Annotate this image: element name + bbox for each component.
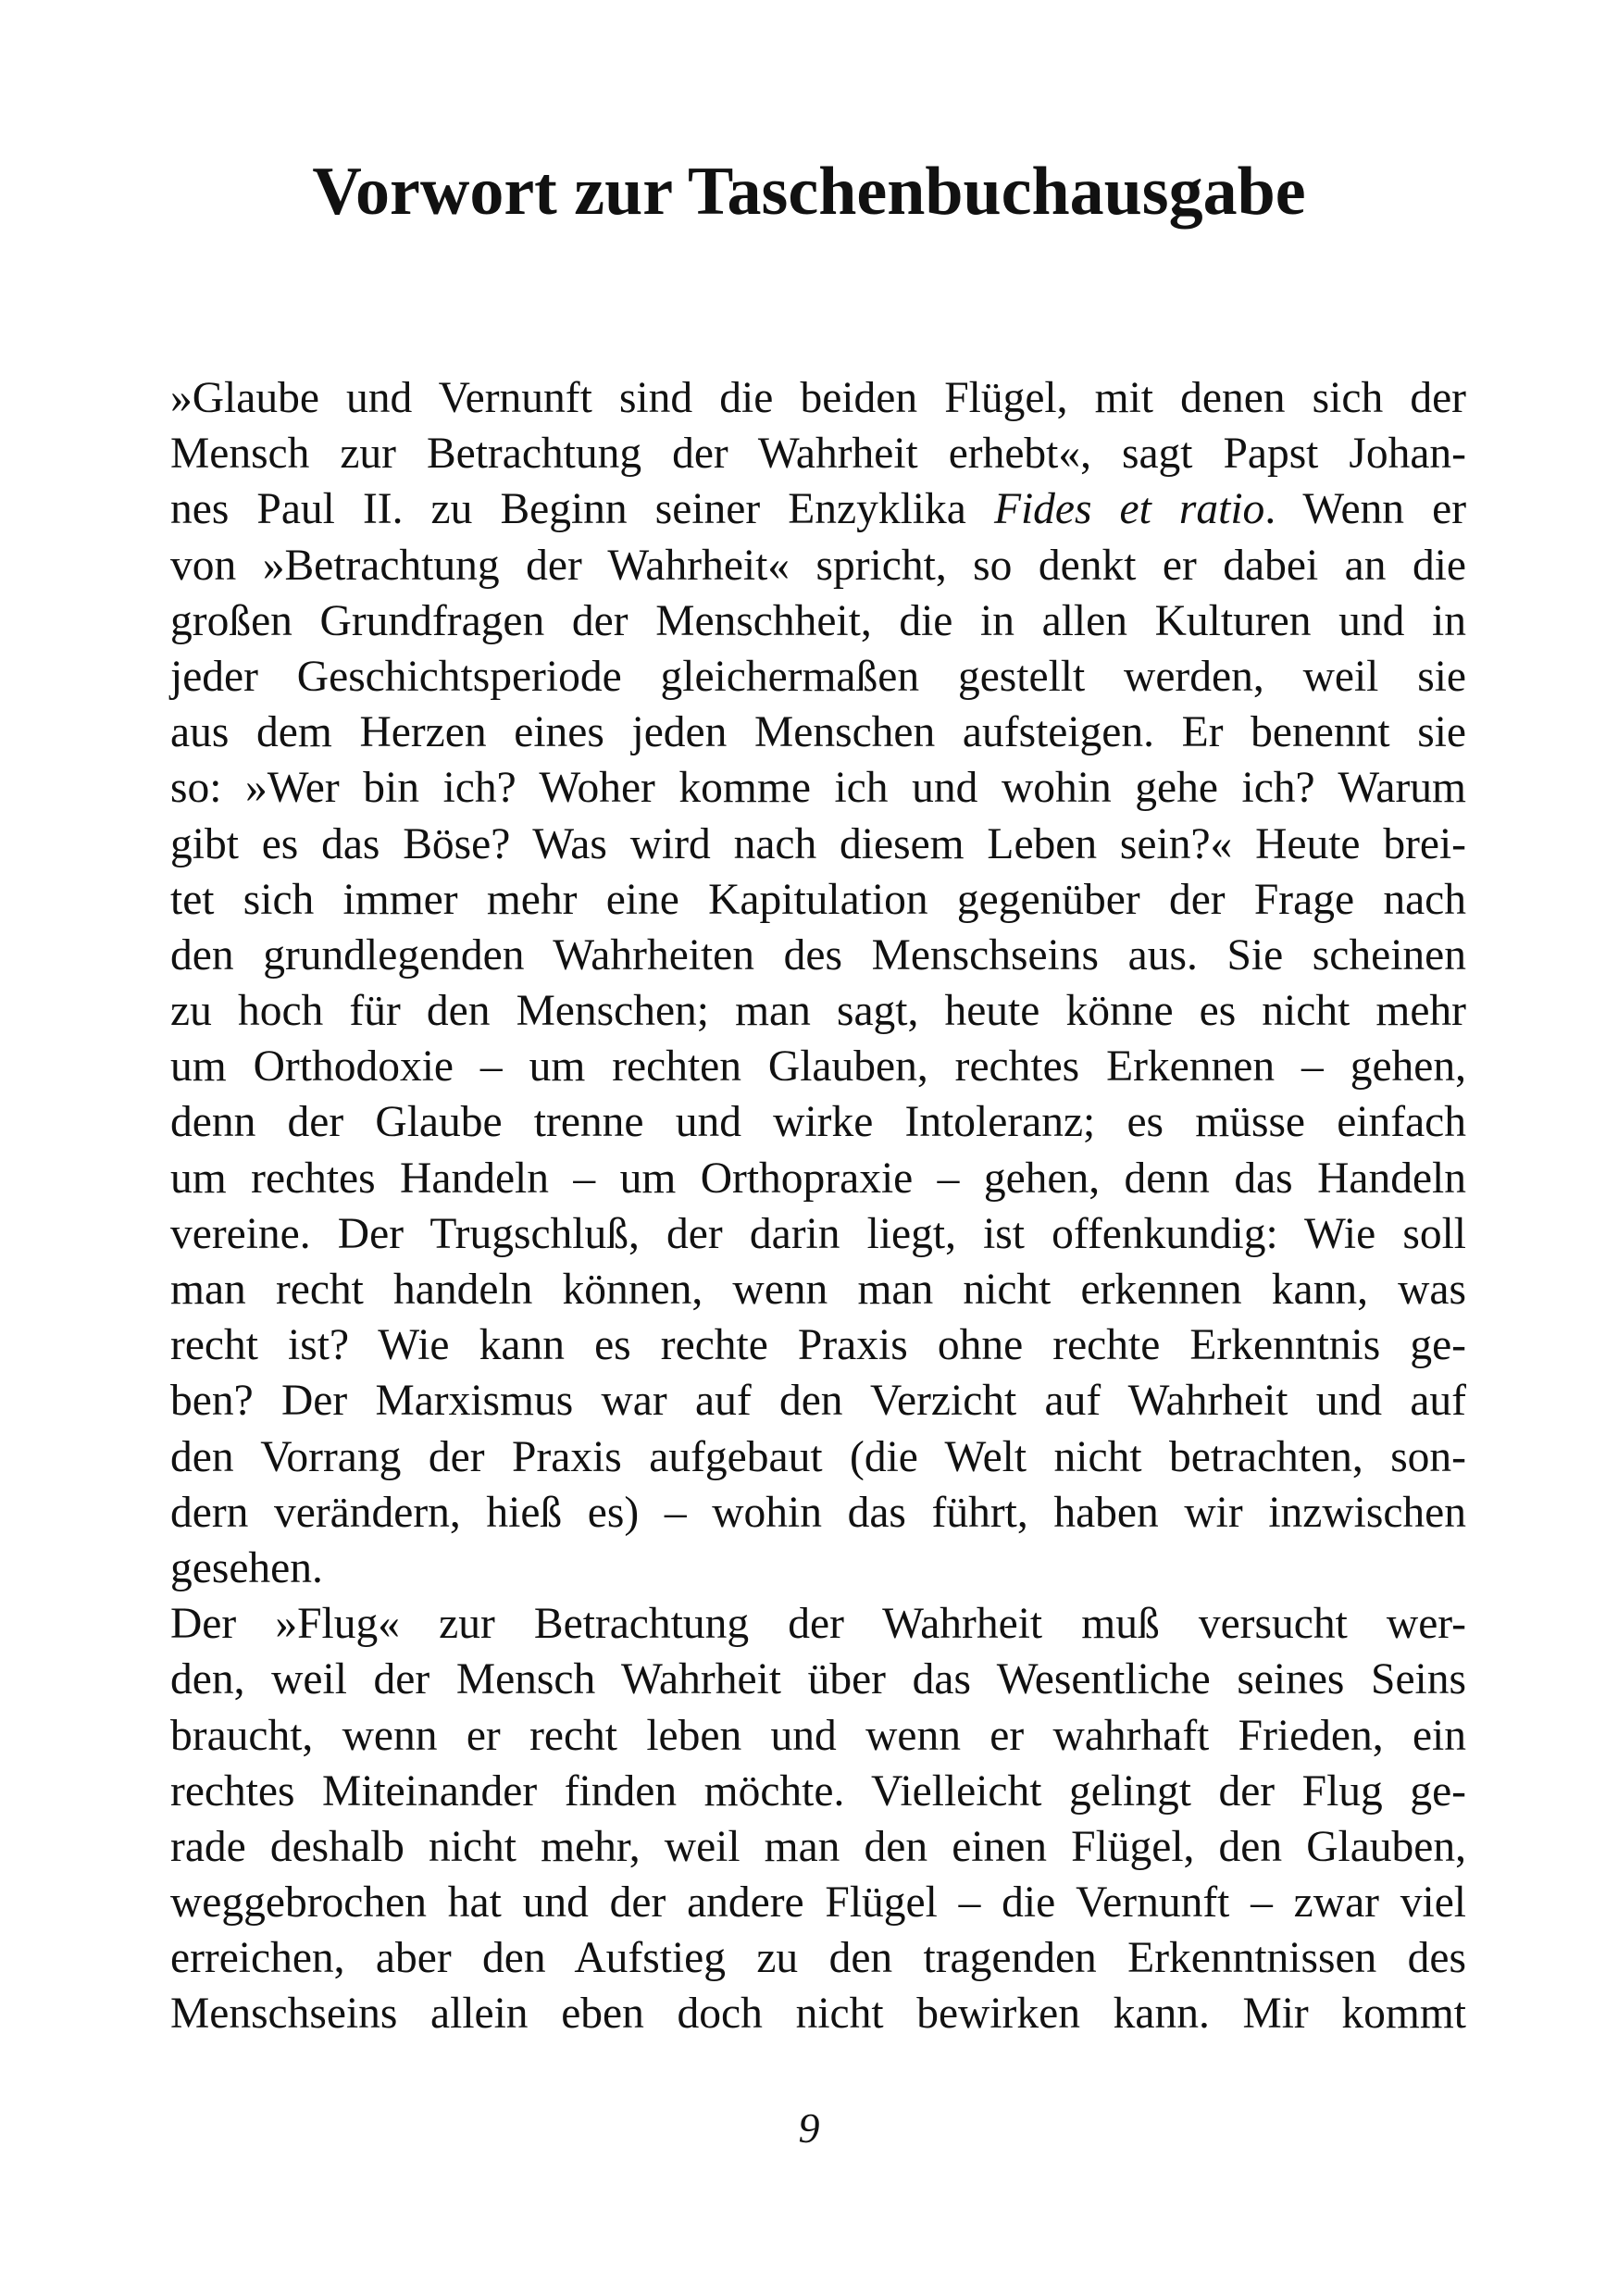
text-line: Mensch zur Betrachtung der Wahrheit erhebt«, sagt Papst Johan- <box>170 430 1466 479</box>
text-line: ben? Der Marxismus war auf den Verzicht auf Wahrheit und auf <box>170 1377 1466 1426</box>
text-line: den Vorrang der Praxis aufgebaut (die Welt nicht betrachten, son- <box>170 1432 1466 1481</box>
text-line: Der »Flug« zur Betrachtung der Wahrheit muß versucht wer- <box>170 1600 1466 1649</box>
text-line: gesehen. <box>170 1543 323 1592</box>
text-line: aus dem Herzen eines jeden Menschen aufsteigen. Er benennt sie <box>170 708 1466 757</box>
body-text <box>170 370 1466 2042</box>
text-line: jeder Geschichtsperiode gleichermaßen gestellt werden, weil sie <box>170 652 1466 701</box>
text-line: um rechtes Handeln – um Orthopraxie – gehen, denn das Handeln <box>170 1154 1466 1203</box>
text-line: den, weil der Mensch Wahrheit über das Wesentliche seines Seins <box>170 1655 1466 1704</box>
text-line: tet sich immer mehr eine Kapitulation gegenüber der Frage nach <box>170 875 1466 924</box>
text-line: erreichen, aber den Aufstieg zu den tragenden Erkenntnissen des <box>170 1934 1466 1983</box>
text-line: gibt es das Böse? Was wird nach diesem Leben sein?« Heute brei- <box>170 819 1466 868</box>
text-line: vereine. Der Trugschluß, der darin liegt, ist offenkundig: Wie soll <box>170 1209 1466 1258</box>
text-line: zu hoch für den Menschen; man sagt, heute könne es nicht mehr <box>170 987 1466 1036</box>
text-line: dern verändern, hieß es) – wohin das führt, haben wir inzwischen <box>170 1488 1466 1537</box>
text-line: so: »Wer bin ich? Woher komme ich und wohin gehe ich? Warum <box>170 764 1466 813</box>
text-line <box>170 481 1466 537</box>
page-title: Vorwort zur Taschenbuchausgabe <box>312 154 1306 230</box>
text-line: »Glaube und Vernunft sind die beiden Flügel, mit denen sich der <box>170 374 1466 422</box>
italic-title: Fides et ratio <box>993 485 1265 534</box>
text-line: um Orthodoxie – um rechten Glauben, rechtes Erkennen – gehen, <box>170 1042 1466 1092</box>
text-line: rechtes Miteinander finden möchte. Vielleicht gelingt der Flug ge- <box>170 1766 1466 1816</box>
text-line: weggebrochen hat und der andere Flügel – die Vernunft – zwar viel <box>170 1878 1466 1928</box>
text-line: recht ist? Wie kann es rechte Praxis ohne rechte Erkenntnis ge- <box>170 1321 1466 1370</box>
text-line: braucht, wenn er recht leben und wenn er wahrhaft Frieden, ein <box>170 1711 1466 1760</box>
text-line: von »Betrachtung der Wahrheit« spricht, so denkt er dabei an die <box>170 541 1466 590</box>
page-number: 9 <box>798 2104 820 2152</box>
text-line: Menschseins allein eben doch nicht bewirken kann. Mir kommt <box>170 1990 1466 2039</box>
text-line: großen Grundfragen der Menschheit, die in allen Kulturen und in <box>170 596 1466 645</box>
text-line: rade deshalb nicht mehr, weil man den einen Flügel, den Glauben, <box>170 1822 1466 1871</box>
text-line: man recht handeln können, wenn man nicht erkennen kann, was <box>170 1266 1466 1314</box>
text-segment: nes Paul II. zu Beginn seiner Enzyklika <box>170 485 966 534</box>
text-line: denn der Glaube trenne und wirke Intoleranz; es müsse einfach <box>170 1098 1466 1147</box>
text-line: den grundlegenden Wahrheiten des Menschseins aus. Sie scheinen <box>170 930 1466 980</box>
text-segment: . Wenn er <box>1264 485 1467 534</box>
